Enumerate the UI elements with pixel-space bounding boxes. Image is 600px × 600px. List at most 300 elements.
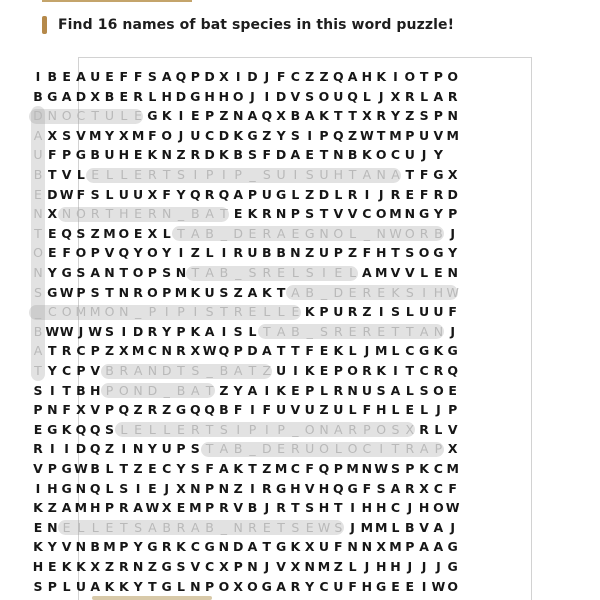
- letter-cell[interactable]: Z: [305, 245, 315, 261]
- letter-cell[interactable]: F: [62, 245, 71, 261]
- letter-cell[interactable]: F: [276, 69, 286, 84]
- letter-cell[interactable]: E: [48, 559, 57, 574]
- letter-cell[interactable]: Z: [162, 402, 172, 418]
- letter-cell[interactable]: H: [375, 500, 387, 516]
- letter-cell[interactable]: O: [132, 265, 144, 280]
- letter-cell[interactable]: X: [447, 441, 458, 457]
- letter-cell[interactable]: P: [205, 578, 215, 594]
- letter-cell[interactable]: E: [405, 186, 415, 202]
- letter-cell[interactable]: F: [262, 147, 272, 163]
- letter-cell[interactable]: L: [420, 88, 429, 104]
- letter-cell[interactable]: F: [262, 402, 272, 418]
- letter-cell[interactable]: B: [47, 69, 58, 84]
- letter-cell[interactable]: B: [33, 167, 43, 182]
- letter-cell[interactable]: Y: [104, 127, 115, 143]
- letter-cell[interactable]: Y: [176, 186, 186, 202]
- letter-cell[interactable]: A: [219, 441, 229, 457]
- letter-cell[interactable]: S: [33, 578, 43, 594]
- letter-cell[interactable]: F: [76, 186, 86, 202]
- letter-cell[interactable]: B: [219, 363, 229, 378]
- letter-cell[interactable]: L: [320, 382, 328, 398]
- letter-cell[interactable]: O: [347, 441, 358, 457]
- letter-cell[interactable]: F: [448, 480, 457, 496]
- letter-cell[interactable]: V: [90, 402, 101, 418]
- letter-cell[interactable]: L: [177, 578, 185, 594]
- letter-cell[interactable]: Q: [261, 108, 273, 124]
- letter-cell[interactable]: P: [363, 421, 371, 437]
- letter-cell[interactable]: D: [275, 147, 287, 163]
- letter-cell[interactable]: S: [191, 363, 200, 378]
- letter-cell[interactable]: Y: [133, 578, 143, 594]
- letter-cell[interactable]: O: [347, 363, 358, 378]
- letter-cell[interactable]: K: [433, 343, 444, 359]
- letter-cell[interactable]: B: [162, 519, 171, 535]
- letter-cell[interactable]: S: [376, 382, 386, 398]
- letter-cell[interactable]: B: [290, 108, 301, 124]
- letter-cell[interactable]: G: [275, 539, 287, 555]
- letter-cell[interactable]: H: [318, 480, 330, 496]
- letter-cell[interactable]: O: [447, 578, 458, 594]
- letter-cell[interactable]: A: [419, 323, 429, 339]
- letter-cell[interactable]: A: [261, 343, 272, 359]
- letter-cell[interactable]: X: [219, 69, 229, 84]
- letter-cell[interactable]: Y: [47, 539, 57, 555]
- letter-cell[interactable]: Q: [175, 69, 187, 84]
- letter-cell[interactable]: K: [376, 69, 387, 84]
- letter-cell[interactable]: Y: [233, 382, 243, 398]
- letter-cell[interactable]: F: [233, 402, 243, 418]
- letter-cell[interactable]: F: [162, 186, 171, 202]
- letter-cell[interactable]: Z: [104, 559, 115, 574]
- letter-cell[interactable]: Z: [333, 559, 343, 574]
- letter-cell[interactable]: K: [219, 147, 229, 163]
- letter-cell[interactable]: B: [104, 88, 115, 104]
- letter-cell[interactable]: E: [305, 147, 314, 163]
- letter-cell[interactable]: M: [389, 127, 402, 143]
- letter-cell[interactable]: L: [334, 441, 342, 457]
- letter-cell[interactable]: G: [175, 402, 187, 418]
- letter-cell[interactable]: K: [391, 284, 400, 300]
- letter-cell[interactable]: T: [334, 500, 343, 516]
- letter-cell[interactable]: S: [305, 88, 315, 104]
- letter-cell[interactable]: P: [33, 402, 43, 418]
- letter-cell[interactable]: E: [248, 225, 257, 241]
- letter-cell[interactable]: C: [147, 343, 157, 359]
- letter-cell[interactable]: J: [407, 559, 413, 574]
- letter-cell[interactable]: M: [174, 284, 188, 300]
- letter-cell[interactable]: N: [232, 108, 244, 124]
- letter-cell[interactable]: D: [204, 69, 215, 84]
- letter-cell[interactable]: T: [262, 323, 271, 339]
- letter-cell[interactable]: P: [248, 421, 257, 437]
- letter-cell[interactable]: P: [205, 167, 214, 182]
- letter-cell[interactable]: A: [233, 363, 243, 378]
- letter-cell[interactable]: E: [405, 402, 415, 418]
- letter-cell[interactable]: S: [90, 186, 100, 202]
- letter-cell[interactable]: D: [261, 441, 272, 457]
- letter-cell[interactable]: P: [47, 461, 57, 476]
- letter-cell[interactable]: I: [49, 382, 55, 398]
- letter-cell[interactable]: J: [421, 559, 427, 574]
- letter-cell[interactable]: P: [190, 69, 200, 84]
- letter-cell[interactable]: _: [206, 363, 213, 378]
- letter-cell[interactable]: L: [91, 519, 99, 535]
- letter-cell[interactable]: M: [374, 265, 388, 280]
- letter-cell[interactable]: E: [134, 421, 143, 437]
- letter-cell[interactable]: U: [276, 363, 287, 378]
- letter-cell[interactable]: T: [391, 323, 400, 339]
- letter-cell[interactable]: A: [304, 108, 315, 124]
- letter-cell[interactable]: N: [376, 225, 386, 241]
- letter-cell[interactable]: P: [176, 441, 186, 457]
- letter-cell[interactable]: C: [290, 69, 300, 84]
- letter-cell[interactable]: X: [118, 343, 129, 359]
- letter-cell[interactable]: L: [120, 167, 128, 182]
- letter-cell[interactable]: N: [361, 539, 373, 555]
- letter-cell[interactable]: Y: [390, 108, 401, 124]
- letter-cell[interactable]: L: [105, 480, 114, 496]
- letter-cell[interactable]: T: [334, 108, 343, 124]
- letter-cell[interactable]: V: [276, 559, 286, 574]
- letter-cell[interactable]: X: [276, 108, 286, 124]
- letter-cell[interactable]: W: [145, 500, 160, 516]
- letter-cell[interactable]: N: [47, 108, 57, 124]
- letter-cell[interactable]: P: [177, 304, 185, 320]
- letter-cell[interactable]: U: [433, 304, 444, 320]
- letter-cell[interactable]: K: [161, 108, 172, 124]
- letter-cell[interactable]: A: [204, 323, 215, 339]
- letter-cell[interactable]: N: [333, 147, 344, 163]
- letter-cell[interactable]: E: [105, 69, 114, 84]
- letter-cell[interactable]: A: [61, 500, 72, 516]
- letter-cell[interactable]: _: [249, 441, 256, 457]
- letter-cell[interactable]: O: [318, 88, 330, 104]
- letter-cell[interactable]: P: [319, 304, 329, 320]
- letter-cell[interactable]: O: [104, 304, 115, 320]
- letter-cell[interactable]: E: [319, 343, 329, 359]
- letter-cell[interactable]: W: [431, 578, 446, 594]
- letter-cell[interactable]: H: [218, 88, 230, 104]
- letter-cell[interactable]: X: [161, 500, 172, 516]
- letter-cell[interactable]: A: [76, 69, 86, 84]
- letter-cell[interactable]: T: [220, 304, 228, 320]
- letter-cell[interactable]: F: [48, 147, 57, 163]
- letter-cell[interactable]: Z: [405, 108, 415, 124]
- letter-cell[interactable]: H: [390, 559, 401, 574]
- letter-cell[interactable]: V: [404, 265, 415, 280]
- letter-cell[interactable]: T: [391, 245, 400, 261]
- letter-cell[interactable]: S: [262, 167, 271, 182]
- letter-cell[interactable]: _: [249, 167, 256, 182]
- letter-cell[interactable]: S: [248, 265, 257, 280]
- letter-cell[interactable]: V: [304, 480, 315, 496]
- letter-cell[interactable]: O: [147, 284, 158, 300]
- letter-cell[interactable]: O: [319, 441, 329, 457]
- letter-cell[interactable]: T: [405, 167, 415, 182]
- letter-cell[interactable]: T: [205, 421, 214, 437]
- letter-cell[interactable]: R: [347, 304, 358, 320]
- letter-cell[interactable]: K: [76, 559, 86, 574]
- letter-cell[interactable]: U: [118, 186, 129, 202]
- letter-cell[interactable]: X: [390, 88, 401, 104]
- letter-cell[interactable]: L: [162, 225, 171, 241]
- letter-cell[interactable]: E: [434, 265, 443, 280]
- letter-cell[interactable]: B: [90, 147, 100, 163]
- letter-cell[interactable]: L: [106, 167, 113, 182]
- letter-cell[interactable]: G: [190, 88, 201, 104]
- letter-cell[interactable]: L: [362, 88, 371, 104]
- letter-cell[interactable]: T: [119, 519, 128, 535]
- letter-cell[interactable]: Q: [118, 245, 130, 261]
- letter-cell[interactable]: Q: [332, 480, 344, 496]
- letter-cell[interactable]: E: [233, 206, 243, 222]
- letter-cell[interactable]: K: [147, 147, 158, 163]
- letter-cell[interactable]: I: [250, 480, 255, 496]
- letter-cell[interactable]: K: [190, 323, 201, 339]
- letter-cell[interactable]: R: [204, 186, 215, 202]
- letter-cell[interactable]: P: [76, 284, 86, 300]
- letter-cell[interactable]: U: [419, 304, 430, 320]
- letter-cell[interactable]: B: [276, 245, 286, 261]
- letter-cell[interactable]: R: [248, 519, 257, 535]
- letter-cell[interactable]: N: [447, 265, 458, 280]
- letter-cell[interactable]: C: [319, 578, 329, 594]
- letter-cell[interactable]: G: [47, 88, 58, 104]
- letter-cell[interactable]: R: [262, 225, 272, 241]
- letter-cell[interactable]: C: [76, 343, 86, 359]
- letter-cell[interactable]: A: [419, 441, 429, 457]
- letter-cell[interactable]: R: [291, 441, 300, 457]
- letter-cell[interactable]: E: [134, 206, 143, 222]
- letter-cell[interactable]: L: [420, 402, 429, 418]
- letter-cell[interactable]: G: [47, 284, 58, 300]
- letter-cell[interactable]: D: [132, 323, 144, 339]
- letter-cell[interactable]: L: [405, 304, 414, 320]
- letter-cell[interactable]: D: [204, 147, 215, 163]
- letter-cell[interactable]: R: [147, 323, 158, 339]
- letter-cell[interactable]: Z: [319, 69, 329, 84]
- letter-cell[interactable]: Z: [47, 500, 57, 516]
- letter-cell[interactable]: R: [404, 88, 415, 104]
- letter-cell[interactable]: J: [364, 559, 370, 574]
- letter-cell[interactable]: S: [233, 323, 243, 339]
- letter-cell[interactable]: I: [164, 304, 169, 320]
- letter-cell[interactable]: O: [447, 69, 458, 84]
- letter-cell[interactable]: B: [305, 284, 314, 300]
- letter-cell[interactable]: V: [76, 127, 86, 143]
- letter-cell[interactable]: H: [204, 88, 215, 104]
- letter-cell[interactable]: O: [33, 245, 43, 261]
- letter-cell[interactable]: C: [290, 461, 300, 476]
- letter-cell[interactable]: Y: [133, 245, 143, 261]
- letter-cell[interactable]: Z: [262, 363, 272, 378]
- letter-cell[interactable]: W: [59, 323, 74, 339]
- letter-cell[interactable]: R: [161, 539, 172, 555]
- letter-cell[interactable]: X: [190, 343, 201, 359]
- letter-cell[interactable]: U: [90, 69, 101, 84]
- letter-cell[interactable]: U: [318, 539, 330, 555]
- letter-cell[interactable]: K: [376, 363, 387, 378]
- letter-cell[interactable]: C: [76, 108, 86, 124]
- letter-cell[interactable]: N: [319, 225, 329, 241]
- letter-cell[interactable]: R: [419, 421, 429, 437]
- letter-cell[interactable]: M: [389, 206, 402, 222]
- letter-cell[interactable]: E: [91, 167, 100, 182]
- letter-cell[interactable]: Y: [448, 245, 458, 261]
- letter-cell[interactable]: K: [233, 127, 244, 143]
- letter-cell[interactable]: T: [91, 108, 99, 124]
- letter-cell[interactable]: _: [320, 284, 328, 300]
- letter-cell[interactable]: Q: [61, 225, 72, 241]
- letter-cell[interactable]: O: [118, 225, 130, 241]
- letter-cell[interactable]: O: [61, 304, 72, 320]
- letter-cell[interactable]: N: [118, 284, 130, 300]
- letter-cell[interactable]: G: [161, 578, 172, 594]
- letter-cell[interactable]: R: [118, 559, 129, 574]
- letter-cell[interactable]: F: [205, 461, 214, 476]
- letter-cell[interactable]: J: [378, 88, 384, 104]
- letter-cell[interactable]: N: [75, 539, 87, 555]
- letter-cell[interactable]: A: [247, 382, 258, 398]
- letter-cell[interactable]: J: [436, 559, 441, 574]
- letter-cell[interactable]: I: [35, 480, 41, 496]
- letter-cell[interactable]: Z: [104, 343, 115, 359]
- letter-cell[interactable]: Q: [218, 186, 230, 202]
- letter-cell[interactable]: J: [407, 500, 413, 516]
- letter-cell[interactable]: E: [319, 363, 329, 378]
- letter-cell[interactable]: C: [62, 363, 72, 378]
- letter-cell[interactable]: X: [147, 186, 158, 202]
- letter-cell[interactable]: S: [320, 323, 328, 339]
- letter-cell[interactable]: P: [162, 284, 172, 300]
- letter-cell[interactable]: Y: [147, 441, 157, 457]
- letter-cell[interactable]: O: [375, 147, 387, 163]
- letter-cell[interactable]: Z: [305, 69, 315, 84]
- letter-cell[interactable]: C: [162, 461, 172, 476]
- letter-cell[interactable]: N: [233, 519, 243, 535]
- letter-cell[interactable]: G: [304, 225, 315, 241]
- letter-cell[interactable]: C: [362, 206, 372, 222]
- letter-cell[interactable]: L: [62, 578, 71, 594]
- letter-cell[interactable]: T: [277, 519, 285, 535]
- letter-cell[interactable]: U: [333, 304, 344, 320]
- letter-cell[interactable]: R: [190, 147, 201, 163]
- letter-cell[interactable]: K: [261, 284, 272, 300]
- letter-cell[interactable]: D: [47, 186, 58, 202]
- letter-cell[interactable]: Z: [362, 304, 372, 320]
- letter-cell[interactable]: X: [376, 539, 386, 555]
- letter-cell[interactable]: N: [347, 539, 358, 555]
- letter-cell[interactable]: L: [76, 167, 85, 182]
- letter-cell[interactable]: R: [133, 284, 143, 300]
- letter-cell[interactable]: P: [433, 108, 443, 124]
- letter-cell[interactable]: S: [405, 284, 414, 300]
- letter-cell[interactable]: C: [390, 147, 401, 163]
- letter-cell[interactable]: E: [119, 88, 129, 104]
- letter-cell[interactable]: A: [362, 265, 372, 280]
- letter-cell[interactable]: J: [264, 500, 270, 516]
- letter-cell[interactable]: D: [247, 69, 258, 84]
- letter-cell[interactable]: P: [434, 441, 443, 457]
- letter-cell[interactable]: A: [390, 382, 401, 398]
- letter-cell[interactable]: R: [362, 323, 372, 339]
- letter-cell[interactable]: J: [164, 480, 170, 496]
- letter-cell[interactable]: A: [347, 69, 358, 84]
- letter-cell[interactable]: C: [433, 461, 443, 476]
- letter-cell[interactable]: I: [64, 441, 69, 457]
- letter-cell[interactable]: I: [221, 245, 227, 261]
- letter-cell[interactable]: E: [133, 147, 143, 163]
- letter-cell[interactable]: M: [131, 343, 145, 359]
- letter-cell[interactable]: T: [34, 225, 42, 241]
- letter-cell[interactable]: H: [32, 559, 44, 574]
- letter-cell[interactable]: E: [262, 519, 271, 535]
- letter-cell[interactable]: K: [176, 539, 186, 555]
- letter-cell[interactable]: G: [433, 167, 444, 182]
- letter-cell[interactable]: Y: [433, 206, 443, 222]
- letter-cell[interactable]: P: [233, 343, 243, 359]
- letter-cell[interactable]: M: [346, 461, 359, 476]
- letter-cell[interactable]: S: [391, 421, 400, 437]
- letter-cell[interactable]: Z: [219, 108, 229, 124]
- letter-cell[interactable]: O: [75, 245, 87, 261]
- letter-cell[interactable]: R: [233, 245, 243, 261]
- letter-cell[interactable]: M: [446, 127, 459, 143]
- letter-cell[interactable]: A: [433, 539, 444, 555]
- letter-cell[interactable]: L: [348, 559, 357, 574]
- letter-cell[interactable]: L: [434, 421, 443, 437]
- letter-cell[interactable]: N: [347, 382, 358, 398]
- letter-cell[interactable]: _: [177, 206, 185, 222]
- letter-cell[interactable]: E: [177, 421, 185, 437]
- letter-cell[interactable]: G: [418, 343, 430, 359]
- letter-cell[interactable]: S: [390, 304, 400, 320]
- letter-cell[interactable]: O: [404, 225, 415, 241]
- letter-cell[interactable]: B: [291, 323, 300, 339]
- letter-cell[interactable]: O: [433, 382, 444, 398]
- letter-cell[interactable]: Y: [47, 363, 57, 378]
- letter-cell[interactable]: A: [433, 88, 444, 104]
- letter-cell[interactable]: T: [48, 167, 57, 182]
- letter-cell[interactable]: Q: [204, 402, 215, 418]
- letter-cell[interactable]: S: [205, 304, 214, 320]
- letter-cell[interactable]: A: [419, 539, 429, 555]
- letter-cell[interactable]: I: [221, 323, 227, 339]
- letter-cell[interactable]: U: [261, 186, 272, 202]
- letter-cell[interactable]: L: [105, 186, 114, 202]
- letter-cell[interactable]: H: [418, 500, 430, 516]
- letter-cell[interactable]: N: [304, 559, 315, 574]
- letter-cell[interactable]: X: [147, 225, 158, 241]
- letter-cell[interactable]: Z: [133, 461, 143, 476]
- letter-cell[interactable]: X: [447, 167, 458, 182]
- letter-cell[interactable]: S: [104, 421, 114, 437]
- letter-cell[interactable]: A: [90, 265, 101, 280]
- letter-cell[interactable]: L: [349, 265, 357, 280]
- letter-cell[interactable]: U: [276, 167, 286, 182]
- letter-cell[interactable]: U: [161, 441, 172, 457]
- letter-cell[interactable]: P: [148, 304, 157, 320]
- letter-cell[interactable]: E: [48, 225, 57, 241]
- letter-cell[interactable]: S: [376, 480, 386, 496]
- letter-cell[interactable]: F: [62, 402, 71, 418]
- letter-cell[interactable]: A: [391, 167, 400, 182]
- letter-cell[interactable]: S: [305, 167, 314, 182]
- letter-cell[interactable]: B: [434, 225, 443, 241]
- letter-cell[interactable]: Q: [89, 421, 101, 437]
- letter-cell[interactable]: G: [418, 206, 430, 222]
- letter-cell[interactable]: L: [120, 108, 128, 124]
